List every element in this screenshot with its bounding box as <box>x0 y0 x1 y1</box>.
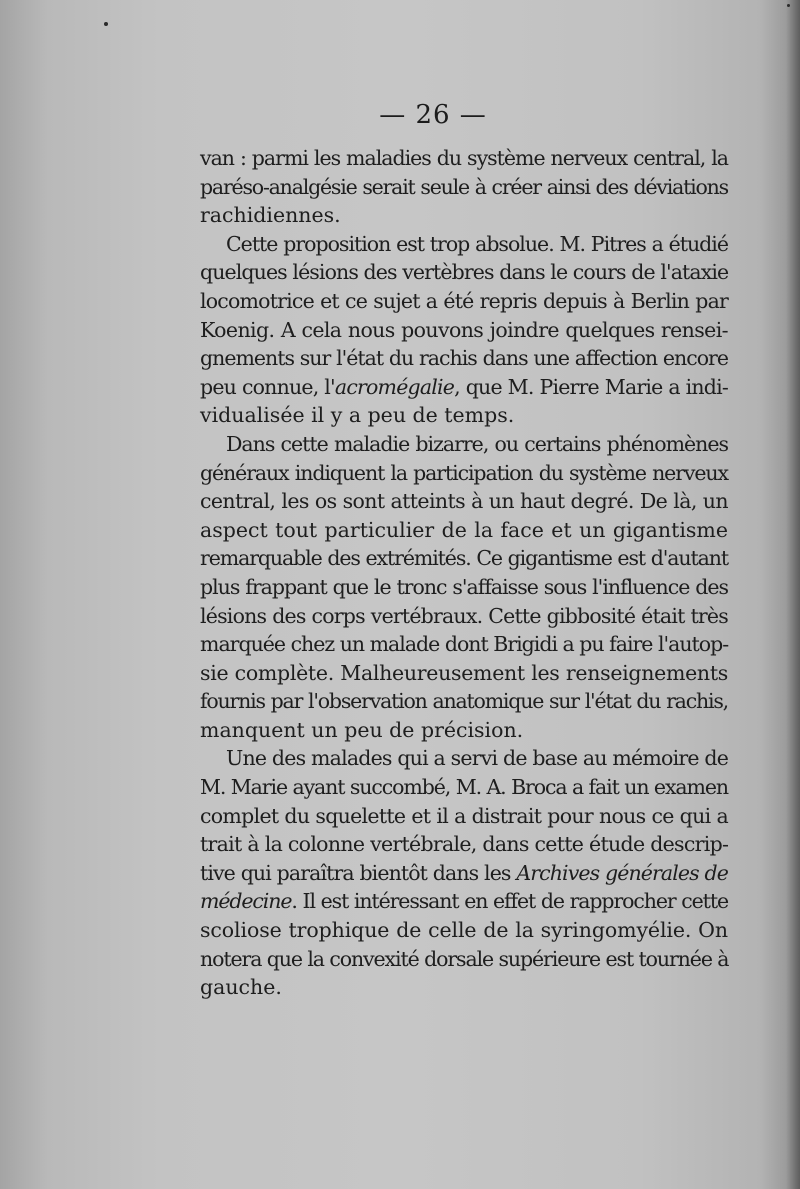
text-line: manquent un peu de précision. <box>200 717 524 742</box>
text-line: quelques lésions des vertèbres dans le cours de l'ataxie <box>200 260 729 285</box>
text-line: central, les os sont atteints à un haut degré. De là, un <box>200 489 728 514</box>
text-line: plus frappant que le tronc s'affaisse sous l'influence des <box>200 574 728 599</box>
text-fragment: tive qui paraîtra bientôt dans les <box>200 860 517 885</box>
text-fragment: . Il est intéressant en effet de rapprocher cette <box>291 889 728 914</box>
text-line: Dans cette maladie bizarre, ou certains phénomènes <box>226 431 728 456</box>
text-line: marquée chez un malade dont Brigidi a pu faire l'autop- <box>200 632 729 657</box>
text-line: lésions des corps vertébraux. Cette gibbosité était très <box>200 603 728 628</box>
text-line: généraux indiquent la participation du système nerveux <box>200 460 728 485</box>
text-line <box>200 887 728 916</box>
text-line: aspect tout particulier de la face et un gigantisme <box>200 517 728 542</box>
page-edge-shadow <box>786 0 800 1189</box>
text-line: complet du squelette et il a distrait pour nous ce qui a <box>200 803 728 828</box>
text-line: Cette proposition est trop absolue. M. Pitres a étudié <box>226 231 728 256</box>
text-line: remarquable des extrémités. Ce gigantisme est d'autant <box>200 546 728 571</box>
text-line <box>200 859 728 888</box>
italic-title: Archives générales de <box>516 860 728 885</box>
text-line <box>200 373 728 402</box>
italic-title: médecine <box>200 889 292 914</box>
body-text <box>200 144 728 1002</box>
text-fragment: , que M. Pierre Marie a indi- <box>454 374 729 399</box>
text-line: trait à la colonne vertébrale, dans cette étude descrip- <box>200 832 729 857</box>
text-line: van : parmi les maladies du système nerveux central, la <box>200 146 728 170</box>
text-line: notera que la convexité dorsale supérieure est tournée à <box>200 946 729 971</box>
text-line: locomotrice et ce sujet a été repris depuis à Berlin par <box>200 288 728 313</box>
text-line: Koenig. A cela nous pouvons joindre quelques rensei- <box>200 317 728 342</box>
ink-speck <box>104 22 108 26</box>
text-line: paréso-analgésie serait seule à créer ainsi des déviations <box>200 174 728 199</box>
page-number: — 26 — <box>379 100 487 130</box>
text-line: M. Marie ayant succombé, M. A. Broca a fait un examen <box>200 775 728 800</box>
text-fragment: peu connue, l' <box>200 374 335 399</box>
text-line: fournis par l'observation anatomique sur l'état du rachis, <box>200 689 728 714</box>
text-line: rachidiennes. <box>200 203 341 228</box>
text-line: gnements sur l'état du rachis dans une affection encore <box>200 346 728 371</box>
ink-speck <box>787 4 790 7</box>
text-line: vidualisée il y a peu de temps. <box>200 403 515 428</box>
text-line: gauche. <box>200 975 282 1000</box>
text-line: sie complète. Malheureusement les renseignements <box>200 660 728 685</box>
italic-term: acromégalie <box>334 374 455 399</box>
text-line: scoliose trophique de celle de la syringomyélie. On <box>200 918 728 943</box>
text-line: Une des malades qui a servi de base au mémoire de <box>226 746 729 771</box>
